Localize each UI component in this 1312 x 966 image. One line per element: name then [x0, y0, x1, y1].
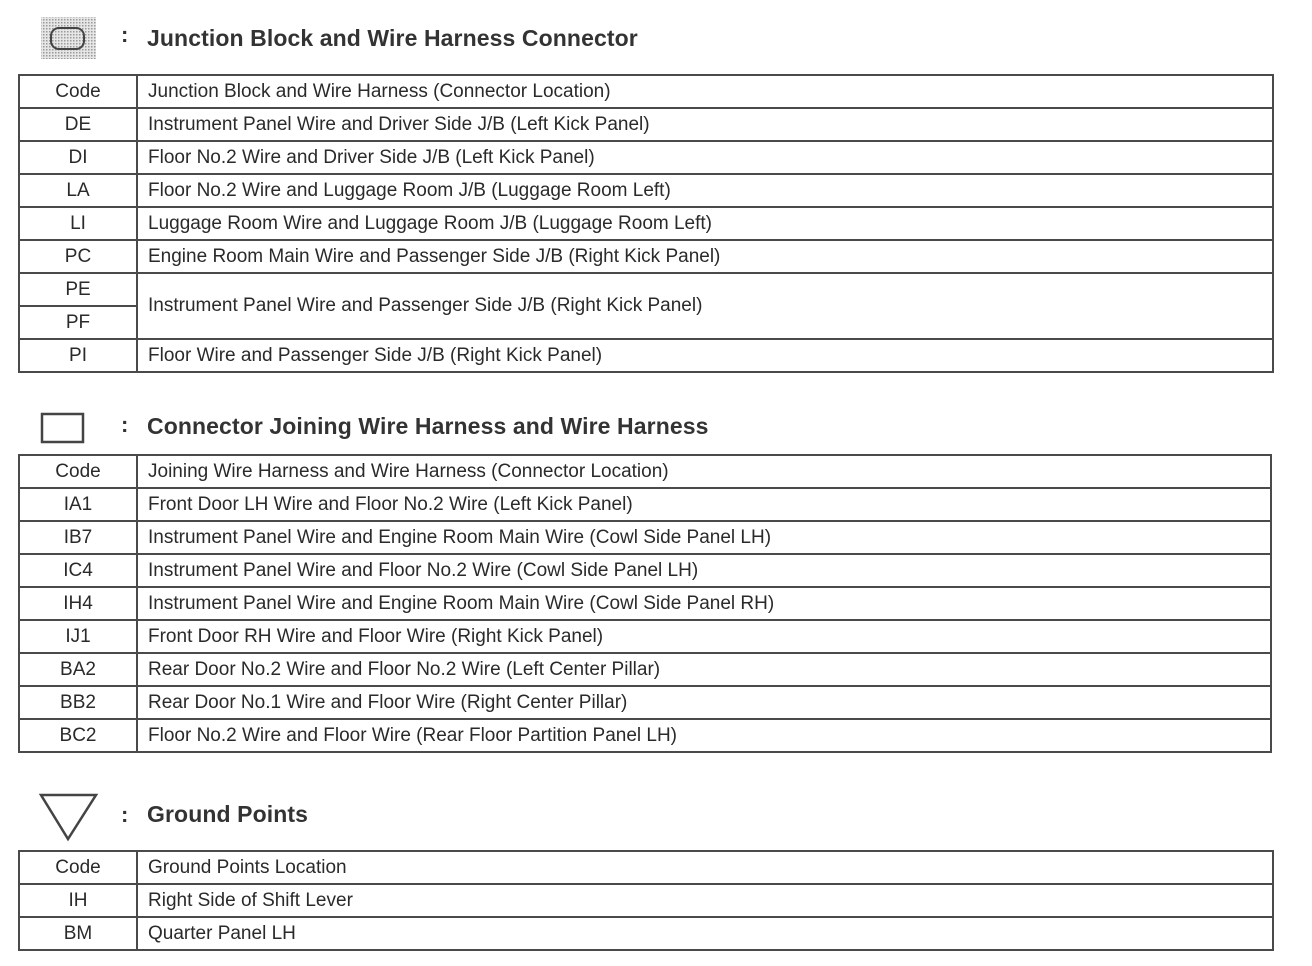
row-code: PC	[19, 240, 137, 273]
legend-colon: :	[121, 22, 129, 47]
row-code: LI	[19, 207, 137, 240]
header-desc: Ground Points Location	[137, 851, 1273, 884]
table-row	[19, 174, 1273, 207]
table-header-row	[19, 75, 1273, 108]
row-desc: Right Side of Shift Lever	[137, 884, 1273, 917]
row-code: IB7	[19, 521, 137, 554]
table-row	[19, 240, 1273, 273]
table-row	[19, 653, 1271, 686]
row-code: LA	[19, 174, 137, 207]
ground-triangle-icon	[38, 792, 100, 842]
table-header-row	[19, 455, 1271, 488]
table-row	[19, 917, 1273, 950]
ground-table	[18, 850, 1274, 951]
row-desc: Instrument Panel Wire and Engine Room Main Wire (Cowl Side Panel LH)	[137, 521, 1271, 554]
row-desc: Rear Door No.2 Wire and Floor No.2 Wire (Left Center Pillar)	[137, 653, 1271, 686]
row-desc: Floor No.2 Wire and Driver Side J/B (Left Kick Panel)	[137, 141, 1273, 174]
row-code: BB2	[19, 686, 137, 719]
table-row	[19, 719, 1271, 752]
row-code: PF	[19, 306, 137, 339]
row-code: IH	[19, 884, 137, 917]
row-desc: Floor No.2 Wire and Luggage Room J/B (Luggage Room Left)	[137, 174, 1273, 207]
legend-title: Junction Block and Wire Harness Connector	[147, 25, 638, 51]
row-code: BC2	[19, 719, 137, 752]
row-code: IJ1	[19, 620, 137, 653]
row-code: IA1	[19, 488, 137, 521]
legend-ground	[0, 792, 1312, 836]
row-desc: Front Door LH Wire and Floor No.2 Wire (Left Kick Panel)	[137, 488, 1271, 521]
row-desc: Quarter Panel LH	[137, 917, 1273, 950]
row-code: IH4	[19, 587, 137, 620]
table-row	[19, 207, 1273, 240]
header-desc: Joining Wire Harness and Wire Harness (Connector Location)	[137, 455, 1271, 488]
row-desc: Instrument Panel Wire and Passenger Side J/B (Right Kick Panel)	[137, 273, 1273, 339]
table-row	[19, 620, 1271, 653]
row-code: DE	[19, 108, 137, 141]
row-desc: Rear Door No.1 Wire and Floor Wire (Right Center Pillar)	[137, 686, 1271, 719]
junction-block-icon	[40, 16, 98, 60]
table-row	[19, 884, 1273, 917]
row-desc: Instrument Panel Wire and Floor No.2 Wire (Cowl Side Panel LH)	[137, 554, 1271, 587]
row-desc: Floor Wire and Passenger Side J/B (Right Kick Panel)	[137, 339, 1273, 372]
table-row	[19, 488, 1271, 521]
row-desc: Instrument Panel Wire and Engine Room Main Wire (Cowl Side Panel RH)	[137, 587, 1271, 620]
row-desc: Floor No.2 Wire and Floor Wire (Rear Floor Partition Panel LH)	[137, 719, 1271, 752]
legend-title: Connector Joining Wire Harness and Wire Harness	[147, 413, 709, 439]
row-desc: Luggage Room Wire and Luggage Room J/B (Luggage Room Left)	[137, 207, 1273, 240]
row-desc: Engine Room Main Wire and Passenger Side J/B (Right Kick Panel)	[137, 240, 1273, 273]
table-row	[19, 273, 1273, 306]
row-code: PE	[19, 273, 137, 306]
table-row	[19, 108, 1273, 141]
connector-table	[18, 454, 1272, 753]
row-code: BM	[19, 917, 137, 950]
header-code: Code	[19, 75, 137, 108]
table-row	[19, 587, 1271, 620]
row-desc: Instrument Panel Wire and Driver Side J/B (Left Kick Panel)	[137, 108, 1273, 141]
legend-colon: :	[121, 802, 129, 827]
row-code: IC4	[19, 554, 137, 587]
connector-icon	[40, 412, 86, 446]
row-code: BA2	[19, 653, 137, 686]
row-desc: Front Door RH Wire and Floor Wire (Right Kick Panel)	[137, 620, 1271, 653]
junction-block-table	[18, 74, 1274, 373]
header-code: Code	[19, 455, 137, 488]
table-row	[19, 521, 1271, 554]
table-row	[19, 339, 1273, 372]
table-row	[19, 554, 1271, 587]
table-header-row	[19, 851, 1273, 884]
legend-connector	[0, 406, 1312, 450]
row-code: PI	[19, 339, 137, 372]
table-row	[19, 141, 1273, 174]
legend-junction-block	[0, 16, 1312, 60]
table-row	[19, 686, 1271, 719]
header-code: Code	[19, 851, 137, 884]
row-code: DI	[19, 141, 137, 174]
legend-colon: :	[121, 412, 129, 437]
legend-title: Ground Points	[147, 801, 309, 827]
header-desc: Junction Block and Wire Harness (Connector Location)	[137, 75, 1273, 108]
